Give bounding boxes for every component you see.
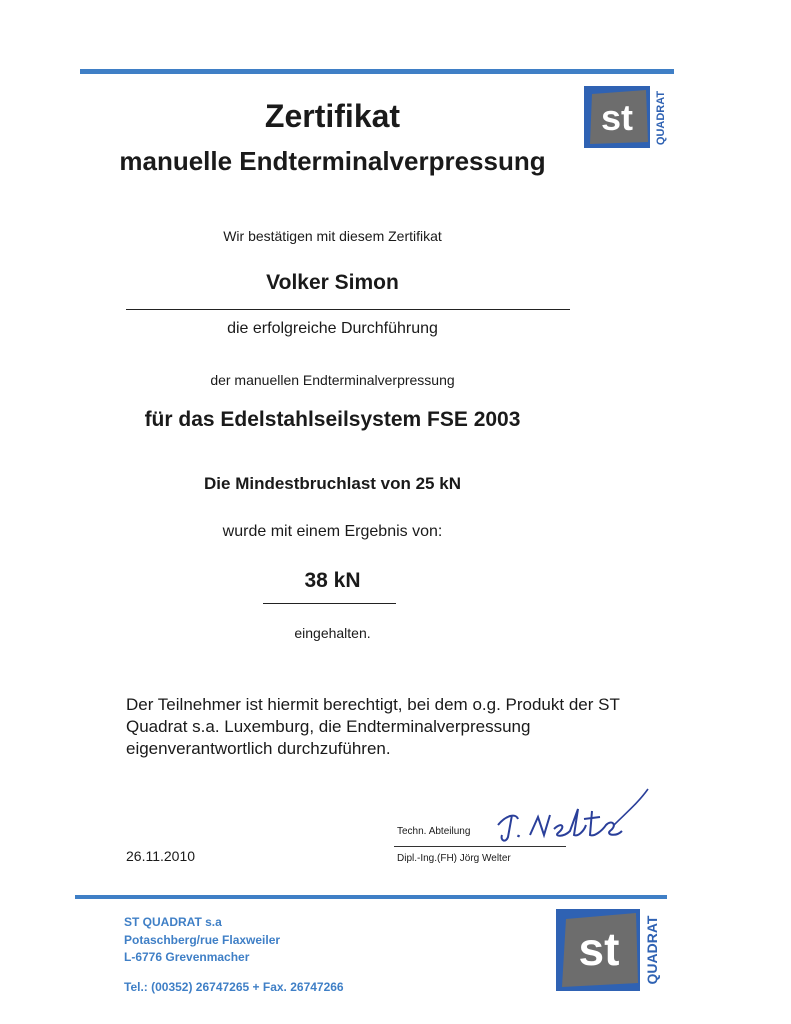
result-label: wurde mit einem Ergebnis von: [222,523,443,540]
bottom-blue-rule [75,895,667,899]
success-line: die erfolgreiche Durchführung [227,320,438,337]
company-name: ST QUADRAT s.a [124,915,222,929]
held-label: eingehalten. [294,625,371,641]
logo-wordmark-top: QUADRAT [655,90,667,146]
st-quadrat-logo-bottom [556,907,668,993]
company-street: Potaschberg/rue Flaxweiler [124,933,281,947]
company-city: L-6776 Grevenmacher [124,950,250,964]
department-label: Techn. Abteilung [397,826,471,837]
certificate-subtitle: manuelle Endterminalverpressung [119,146,546,176]
company-phone-fax: Tel.: (00352) 26747265 + Fax. 26747266 [124,980,344,994]
minimum-break-load: Die Mindestbruchlast von 25 kN [204,474,461,493]
handwritten-signature [488,785,653,845]
process-line: der manuellen Endterminalverpressung [210,372,455,388]
participant-name: Volker Simon [266,271,399,294]
logo-wordmark-bottom: QUADRAT [644,915,660,985]
signer-name: Dipl.-Ing.(FH) Jörg Welter [397,853,511,864]
logo-mark-bottom: st [578,923,620,975]
certificate-date: 26.11.2010 [126,848,196,864]
intro-text: Wir bestätigen mit diesem Zertifikat [223,228,442,244]
logo-mark-top: st [600,97,634,138]
result-value: 38 kN [304,569,361,592]
top-blue-rule [80,69,674,74]
authorization-paragraph: Der Teilnehmer ist hiermit berechtigt, bei dem o.g. Produkt der ST Quadrat s.a. Luxemburg, die Endterminalverpressung eigenverantwortlich durchzuführen. [126,695,620,758]
signature-line [394,846,566,847]
name-underline [126,309,570,310]
result-underline [263,603,396,604]
system-line: für das Edelstahlseilsystem FSE 2003 [144,408,521,431]
certificate-title: Zertifikat [264,98,401,134]
